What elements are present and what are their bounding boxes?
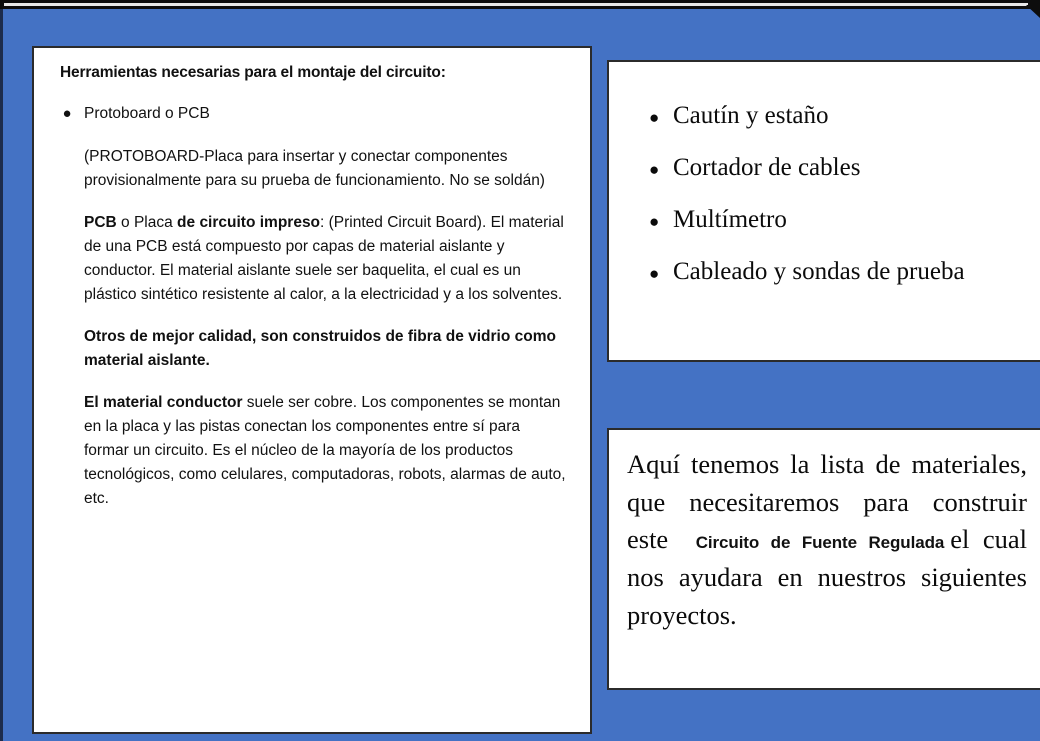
window-chrome-highlight (4, 3, 1028, 6)
summary-trailing-text: el cual nos ayudara en nuestros siguientes proyectos. (627, 524, 1028, 630)
list-item-label: Multímetro (673, 206, 787, 233)
summary-covered-text-artifact (668, 524, 682, 554)
list-item (50, 104, 568, 125)
paragraph-run: suele ser cobre. Los componentes se montan en la placa y las pistas conectan los componentes entre sí para formar un circuito. Es el núcleo de la mayoría de los productos tecnológicos, como celulares, computadoras, robots, alarmas de auto, etc. (84, 394, 566, 508)
list-item (629, 206, 1025, 234)
paragraph-run-bold: PCB (84, 213, 117, 231)
bullet-dot-icon: ● (62, 105, 72, 122)
list-item-label: Cableado y sondas de prueba (673, 258, 965, 285)
paragraph-run-bold: de circuito impreso (177, 213, 321, 231)
left-panel-heading: Herramientas necesarias para el montaje del circuito: (60, 64, 446, 81)
list-item (629, 102, 1025, 130)
paragraph-run: o Placa (116, 213, 178, 231)
tools-list-panel (607, 60, 1040, 362)
list-item (629, 258, 1025, 286)
summary-panel (607, 428, 1040, 690)
bullet-dot-icon: ● (649, 160, 660, 179)
list-item-label: Protoboard o PCB (84, 105, 210, 122)
list-item (629, 154, 1025, 182)
tools-description-panel (32, 46, 592, 734)
summary-lead-text: Aquí tenemos la lista de materiales, que necesitaremos para construir este (627, 449, 1027, 555)
window-corner-notch-icon (1026, 5, 1040, 18)
paragraph-run-bold: El material conductor (84, 394, 243, 412)
bullet-dot-icon: ● (649, 212, 660, 231)
list-item-label: Cortador de cables (673, 154, 861, 181)
bullet-dot-icon: ● (649, 108, 660, 127)
tools-list (629, 102, 1025, 286)
paragraph-run: : (Printed Circuit Board). El material de una PCB está compuesto por capas de material aislante y conductor. El material aislante suele ser baquelita, el cual es un plástico sintético resistente al calor, a la electricidad y a los solventes. (84, 213, 564, 303)
window-top-chrome (0, 0, 1040, 9)
circuit-name-label: Circuito de Fuente Regulada (682, 533, 950, 552)
paragraph-run-bold: Otros de mejor calidad, son construidos de fibra de vidrio como material aislante. (84, 328, 556, 370)
paragraph-fibra-de-vidrio (84, 325, 568, 373)
paragraph-run: (PROTOBOARD-Placa para insertar y conectar componentes provisionalmente para su prueba de funcionamiento. No se soldán) (84, 147, 545, 189)
summary-paragraph (627, 446, 1027, 634)
bullet-dot-icon: ● (649, 264, 660, 283)
paragraph-material-conductor (84, 391, 568, 511)
list-item-label: Cautín y estaño (673, 102, 829, 129)
paragraph-pcb-definition (84, 211, 568, 307)
paragraph-protoboard-definition (84, 145, 568, 193)
